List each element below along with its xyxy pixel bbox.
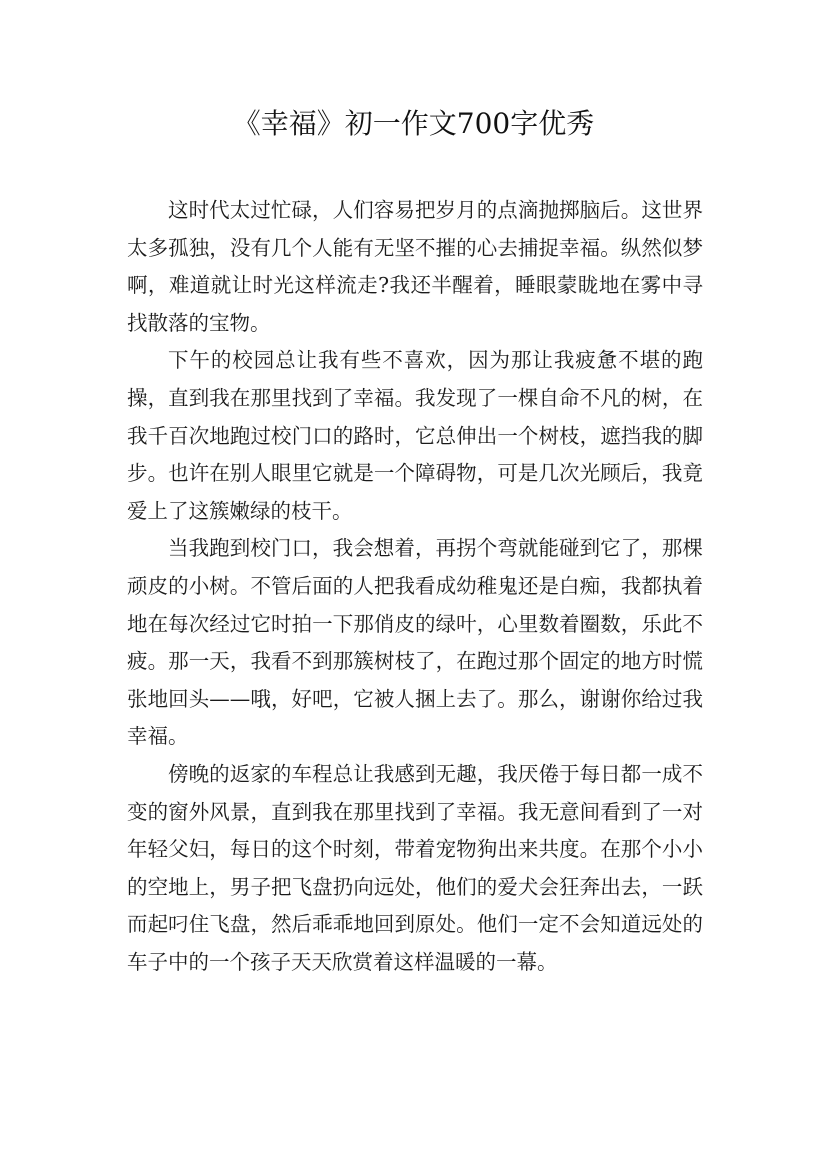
paragraph: 傍晚的返家的车程总让我感到无趣，我厌倦于每日都一成不变的窗外风景，直到我在那里找到了幸福。我无意间看到了一对年轻父妇，每日的这个时刻，带着宠物狗出来共度。在那个小小的空地上，男子把飞盘扔向远处，他们的爱犬会狂奔出去，一跃而起叼住飞盘，然后乖乖地回到原处。他们一定不会知道远处的车子中的一个孩子天天欣赏着这样温暖的一幕。: [127, 761, 703, 974]
document-body: [127, 192, 703, 981]
paragraph: 下午的校园总让我有些不喜欢，因为那让我疲惫不堪的跑操，直到我在那里找到了幸福。我发现了一棵自命不凡的树，在我千百次地跑过校门口的路时，它总伸出一个树枝，遮挡我的脚步。也许在别人眼里它就是一个障碍物，可是几次光顾后，我竟爱上了这簇嫩绿的枝干。: [127, 348, 703, 523]
paragraph: 这时代太过忙碌，人们容易把岁月的点滴抛掷脑后。这世界太多孤独，没有几个人能有无坚不摧的心去捕捉幸福。纵然似梦啊，难道就让时光这样流走?我还半醒着，睡眼蒙眬地在雾中寻找散落的宝物。: [127, 198, 703, 335]
document-title: 《幸福》初一作文700字优秀: [232, 107, 595, 140]
paragraph: 当我跑到校门口，我会想着，再拐个弯就能碰到它了，那棵顽皮的小树。不管后面的人把我看成幼稚鬼还是白痴，我都执着地在每次经过它时拍一下那俏皮的绿叶，心里数着圈数，乐此不疲。那一天，我看不到那簇树枝了，在跑过那个固定的地方时慌张地回头——哦，好吧，它被人捆上去了。那么，谢谢你给过我幸福。: [127, 536, 703, 749]
